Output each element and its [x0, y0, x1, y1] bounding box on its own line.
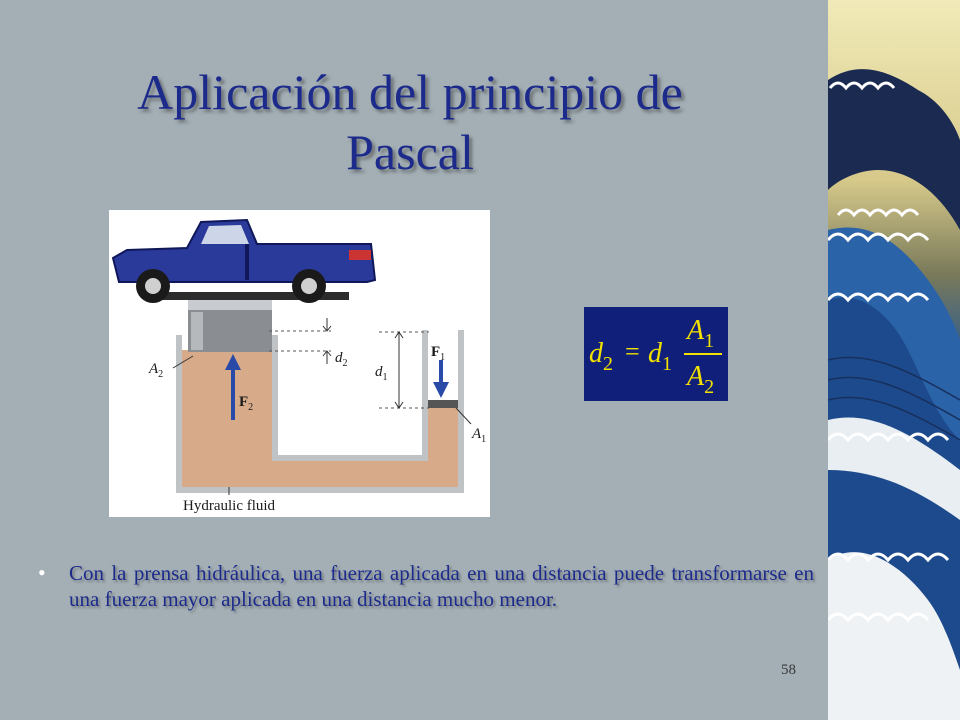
title-line-1: Aplicación del principio de	[137, 64, 683, 120]
formula-numerator: $A_1$	[687, 315, 715, 352]
label-f2: $F_2$	[239, 394, 254, 413]
small-piston	[428, 400, 458, 408]
slide-number: 58	[781, 662, 796, 678]
formula-equals: =	[625, 337, 640, 366]
bullet-text: Con la prensa hidráulica, una fuerza aplicada en una distancia puede transformarse en una fuerza mayor aplicada en una distancia mucho menor.	[69, 561, 814, 611]
title-line-2: Pascal	[346, 124, 474, 180]
formula-rhs: $d_1$	[648, 338, 672, 375]
label-a1: $A_1$	[472, 426, 487, 445]
hydraulic-fluid	[182, 350, 458, 487]
label-f1: $F_1$	[431, 344, 446, 363]
label-d1: $d_1$	[375, 364, 388, 383]
formula-lhs: $d_2$	[589, 338, 613, 375]
formula-box	[584, 307, 728, 401]
container-inner-wall	[275, 330, 425, 458]
formula-fraction-bar	[684, 353, 722, 355]
label-hydraulic-fluid: Hydraulic fluid	[183, 498, 276, 514]
hydraulic-press-diagram	[109, 210, 490, 517]
bullet-dot-icon: •	[38, 560, 46, 585]
bullet-item	[38, 560, 814, 612]
label-d2: $d_2$	[335, 350, 348, 369]
label-a2: $A_2$	[149, 361, 164, 380]
truck-image	[113, 220, 375, 303]
formula-denominator: $A_2$	[687, 361, 715, 398]
wave-decoration-image	[828, 0, 960, 720]
slide-title	[40, 62, 780, 182]
